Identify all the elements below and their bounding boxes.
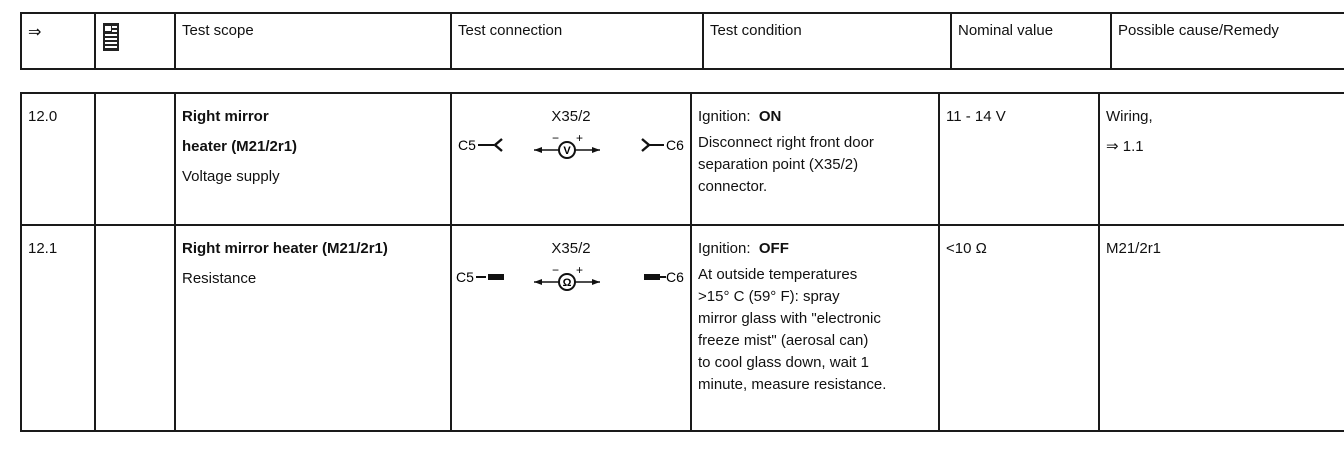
nominal-value: 11 - 14 V	[946, 108, 1006, 125]
remedy-cell	[1099, 93, 1344, 225]
header-arrow-cell	[21, 13, 95, 69]
icon-cell	[95, 225, 175, 431]
connector-label: X35/2	[551, 108, 591, 125]
scope-line: heater (M21/2r1)	[182, 138, 298, 155]
ignition-line	[698, 102, 932, 132]
remedy-line: M21/2r1	[1106, 240, 1162, 257]
condition-line: freeze mist" (aerosal can)	[698, 332, 869, 349]
condition-line: Disconnect right front door	[698, 134, 874, 151]
meter-minus: −	[552, 131, 560, 145]
meter-left-arrow-icon	[534, 279, 542, 285]
right-plug-symbol	[644, 274, 660, 280]
meter-left-arrow-icon	[534, 147, 542, 153]
step-number-text: 12.1	[28, 240, 58, 257]
left-socket-symbol	[495, 139, 502, 151]
condition-line: connector.	[698, 178, 768, 195]
meter-plus: +	[576, 263, 584, 277]
meter-symbol: V	[563, 145, 571, 157]
header-possible-cause: Possible cause/Remedy	[1111, 13, 1344, 69]
scope-line: Resistance	[182, 270, 257, 287]
test-scope-cell	[175, 93, 451, 225]
test-condition-cell	[691, 225, 939, 431]
test-scope-cell	[175, 225, 451, 431]
header-icon-cell	[95, 13, 175, 69]
condition-line: mirror glass with "electronic	[698, 310, 881, 327]
scope-line: Voltage supply	[182, 168, 280, 185]
scope-line: Right mirror heater (M21/2r1)	[182, 240, 388, 257]
remedy-line: Wiring,	[1106, 108, 1153, 125]
test-condition-cell	[691, 93, 939, 225]
meter-minus: −	[552, 263, 560, 277]
condition-line: At outside temperatures	[698, 266, 858, 283]
header-test-connection: Test connection	[451, 13, 703, 69]
ohmmeter-connection-diagram	[452, 226, 690, 432]
ignition-value: OFF	[758, 240, 789, 257]
meter-right-arrow-icon	[592, 279, 600, 285]
condition-line: separation point (X35/2)	[698, 156, 859, 173]
meter-right-arrow-icon	[592, 147, 600, 153]
remedy-cell	[1099, 225, 1344, 431]
ignition-label: Ignition:	[698, 108, 751, 125]
table-row	[21, 225, 1344, 431]
ignition-line	[698, 234, 932, 264]
test-connection-cell	[451, 93, 691, 225]
connector-label: X35/2	[551, 240, 591, 257]
icon-cell	[95, 93, 175, 225]
remedy-link[interactable]: ⇒ 1.1	[1106, 138, 1144, 155]
header-table	[20, 12, 1344, 70]
right-pin-label: C6	[666, 137, 684, 153]
voltmeter-connection-diagram	[452, 94, 690, 226]
manual-book-icon	[102, 22, 120, 52]
arrow-symbol: ⇒	[28, 24, 42, 41]
step-number	[21, 93, 95, 225]
condition-line: to cool glass down, wait 1	[698, 354, 869, 371]
left-pin-label: C5	[456, 269, 474, 285]
header-nominal-value: Nominal value	[951, 13, 1111, 69]
test-table	[20, 92, 1344, 432]
scope-line: Right mirror	[182, 108, 269, 125]
test-connection-cell	[451, 225, 691, 431]
left-pin-label: C5	[458, 137, 476, 153]
ignition-label: Ignition:	[698, 240, 751, 257]
nominal-value-cell	[939, 225, 1099, 431]
header-row	[21, 13, 1344, 69]
nominal-value-cell	[939, 93, 1099, 225]
step-number	[21, 225, 95, 431]
ignition-value: ON	[758, 108, 782, 125]
right-pin-label: C6	[666, 269, 684, 285]
nominal-value: <10 Ω	[946, 240, 987, 257]
condition-line: >15° C (59° F): spray	[698, 288, 840, 305]
meter-symbol: Ω	[562, 277, 572, 289]
left-plug-symbol	[488, 274, 504, 280]
header-test-condition: Test condition	[703, 13, 951, 69]
meter-plus: +	[576, 131, 584, 145]
step-number-text: 12.0	[28, 108, 58, 125]
condition-line: minute, measure resistance.	[698, 376, 887, 393]
table-row	[21, 93, 1344, 225]
header-test-scope: Test scope	[175, 13, 451, 69]
right-socket-symbol	[642, 139, 649, 151]
